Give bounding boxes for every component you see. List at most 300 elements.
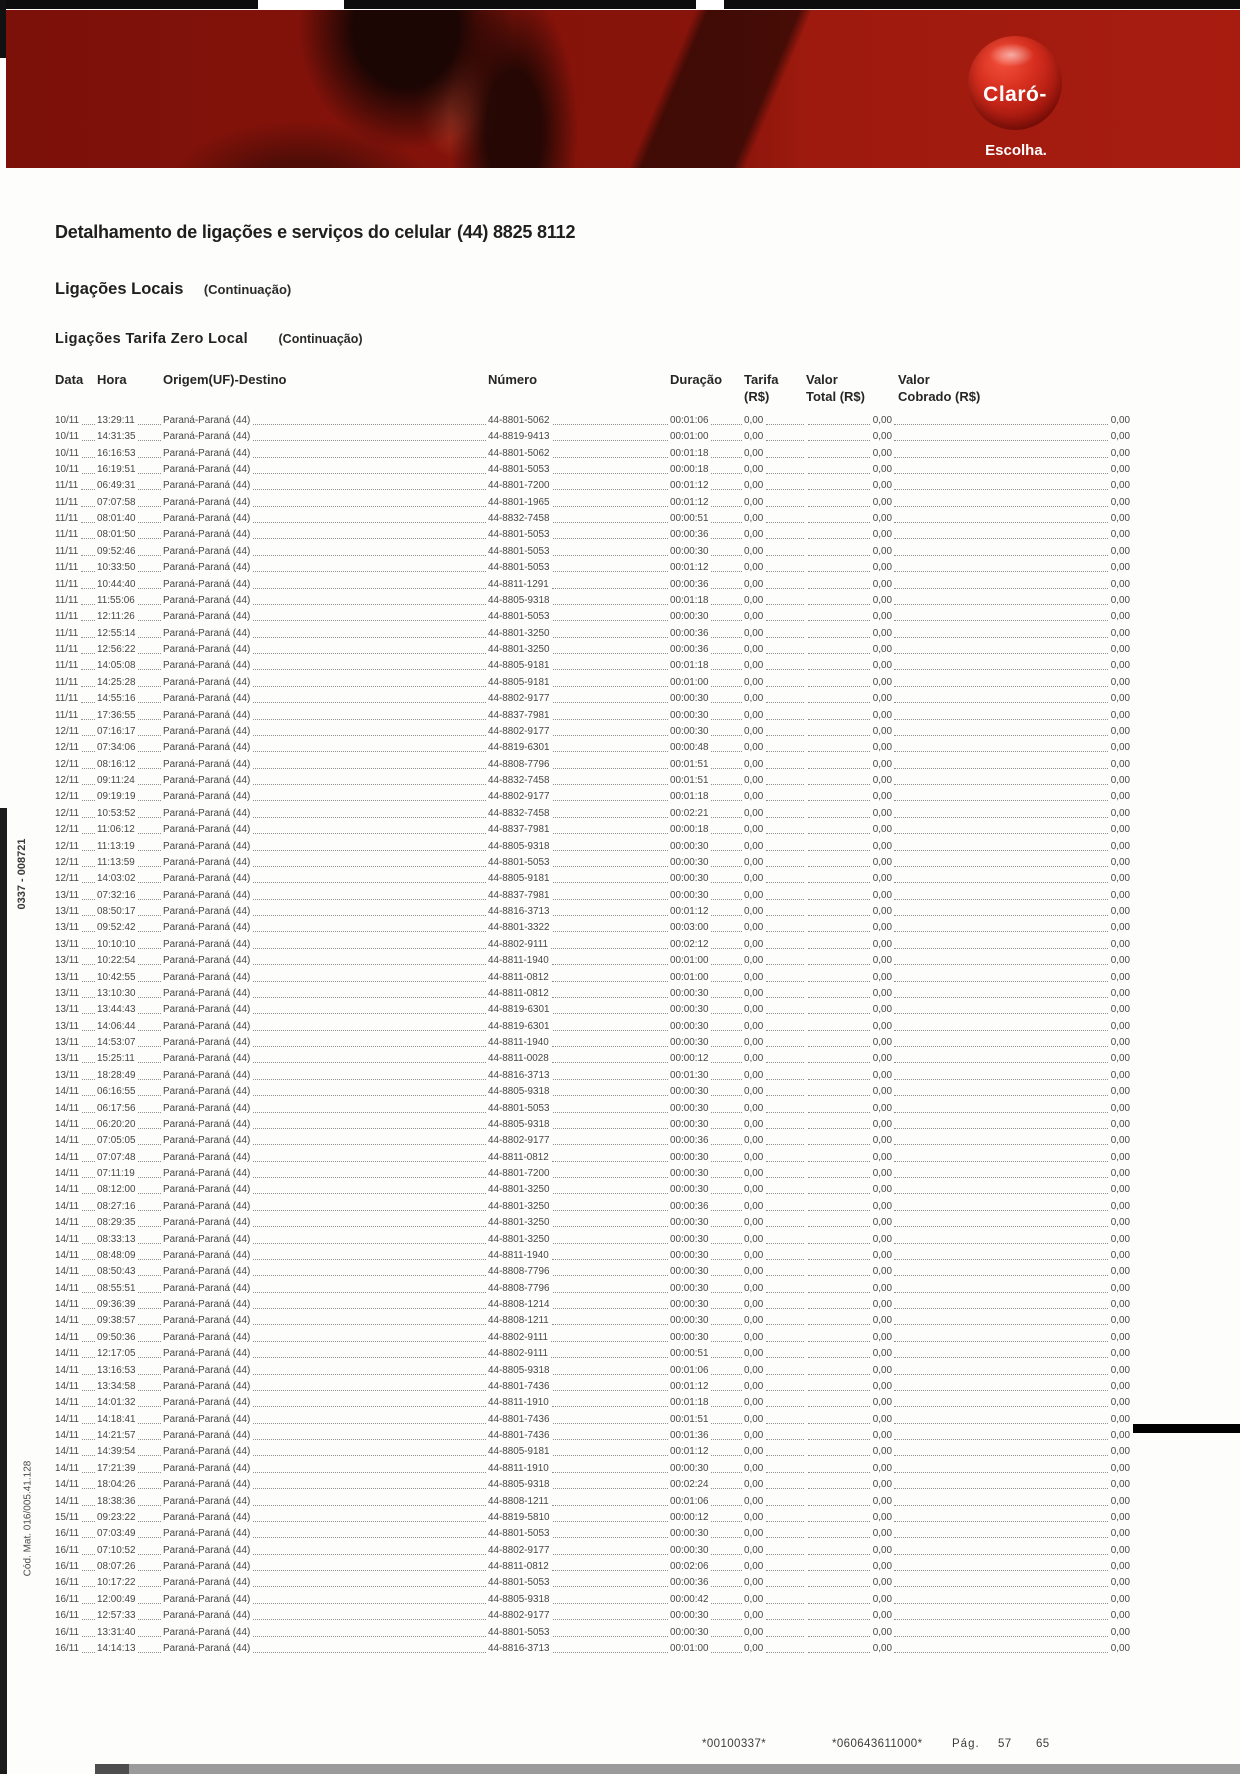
cell-tarifa: 0,00 (744, 1476, 806, 1492)
table-row (55, 1165, 1130, 1181)
cell-hora: 16:19:51 (97, 461, 163, 477)
cell-tarifa: 0,00 (744, 887, 806, 903)
cell-valor-cobrado: 0,00 (892, 870, 1130, 886)
cell-valor-cobrado: 0,00 (892, 1034, 1130, 1050)
cell-valor-total: 0,00 (806, 920, 892, 936)
cell-origem: Paraná-Paraná (44) (163, 1263, 488, 1279)
cell-duracao: 00:01:00 (670, 674, 744, 690)
cell-duracao: 00:01:51 (670, 756, 744, 772)
cell-origem: Paraná-Paraná (44) (163, 1182, 488, 1198)
cell-valor-cobrado: 0,00 (892, 690, 1130, 706)
cell-data: 13/11 (55, 920, 97, 936)
cell-valor-total: 0,00 (806, 789, 892, 805)
cell-valor-cobrado: 0,00 (892, 1083, 1130, 1099)
cell-numero: 44-8816-3713 (488, 1067, 670, 1083)
cell-valor-cobrado: 0,00 (892, 1640, 1130, 1656)
cell-origem: Paraná-Paraná (44) (163, 1427, 488, 1443)
cell-valor-cobrado: 0,00 (892, 1165, 1130, 1181)
table-row (55, 805, 1130, 821)
cell-valor-cobrado: 0,00 (892, 625, 1130, 641)
cell-valor-total: 0,00 (806, 1132, 892, 1148)
cell-tarifa: 0,00 (744, 1607, 806, 1623)
cell-origem: Paraná-Paraná (44) (163, 1051, 488, 1067)
cell-numero: 44-8805-9181 (488, 658, 670, 674)
scan-left-edge (0, 808, 7, 1774)
footer-code-left: *00100337* (702, 1738, 767, 1750)
cell-data: 16/11 (55, 1591, 97, 1607)
cell-valor-cobrado: 0,00 (892, 1444, 1130, 1460)
cell-tarifa: 0,00 (744, 1034, 806, 1050)
cell-numero: 44-8819-9413 (488, 428, 670, 444)
scan-bottom-edge (95, 1764, 1240, 1774)
calls-table (55, 372, 1130, 1656)
cell-valor-total: 0,00 (806, 1116, 892, 1132)
cell-data: 13/11 (55, 903, 97, 919)
cell-duracao: 00:00:30 (670, 690, 744, 706)
cell-origem: Paraná-Paraná (44) (163, 1214, 488, 1230)
cell-tarifa: 0,00 (744, 1509, 806, 1525)
footer-page-total: 65 (1036, 1738, 1050, 1750)
cell-numero: 44-8802-9111 (488, 936, 670, 952)
cell-hora: 09:19:19 (97, 789, 163, 805)
cell-valor-cobrado: 0,00 (892, 969, 1130, 985)
cell-numero: 44-8801-5053 (488, 527, 670, 543)
cell-duracao: 00:00:30 (670, 1280, 744, 1296)
cell-tarifa: 0,00 (744, 690, 806, 706)
table-row (55, 1116, 1130, 1132)
cell-tarifa: 0,00 (744, 543, 806, 559)
cell-origem: Paraná-Paraná (44) (163, 1034, 488, 1050)
cell-numero: 44-8801-5053 (488, 1525, 670, 1541)
cell-numero: 44-8811-1910 (488, 1460, 670, 1476)
cell-data: 13/11 (55, 1051, 97, 1067)
table-row (55, 903, 1130, 919)
cell-valor-total: 0,00 (806, 1476, 892, 1492)
cell-valor-cobrado: 0,00 (892, 1313, 1130, 1329)
cell-tarifa: 0,00 (744, 1280, 806, 1296)
cell-valor-total: 0,00 (806, 854, 892, 870)
cell-duracao: 00:00:30 (670, 1018, 744, 1034)
cell-duracao: 00:00:36 (670, 1575, 744, 1591)
cell-origem: Paraná-Paraná (44) (163, 1558, 488, 1574)
cell-hora: 13:29:11 (97, 412, 163, 428)
cell-valor-total: 0,00 (806, 1165, 892, 1181)
col-header-valor-total: Valor Total (R$) (806, 372, 865, 404)
cell-hora: 11:06:12 (97, 821, 163, 837)
cell-numero: 44-8811-0812 (488, 1149, 670, 1165)
cell-origem: Paraná-Paraná (44) (163, 1493, 488, 1509)
cell-numero: 44-8808-1214 (488, 1296, 670, 1312)
cell-tarifa: 0,00 (744, 854, 806, 870)
cell-tarifa: 0,00 (744, 641, 806, 657)
cell-duracao: 00:00:30 (670, 985, 744, 1001)
cell-duracao: 00:00:30 (670, 1083, 744, 1099)
cell-hora: 06:49:31 (97, 477, 163, 493)
cell-tarifa: 0,00 (744, 1329, 806, 1345)
cell-duracao: 00:00:30 (670, 1460, 744, 1476)
cell-origem: Paraná-Paraná (44) (163, 658, 488, 674)
cell-numero: 44-8808-1211 (488, 1313, 670, 1329)
cell-hora: 14:06:44 (97, 1018, 163, 1034)
cell-hora: 14:53:07 (97, 1034, 163, 1050)
cell-numero: 44-8801-3250 (488, 1214, 670, 1230)
cell-hora: 13:31:40 (97, 1624, 163, 1640)
section-title: Ligações Locais (55, 280, 184, 298)
cell-valor-total: 0,00 (806, 658, 892, 674)
cell-hora: 12:55:14 (97, 625, 163, 641)
cell-hora: 09:38:57 (97, 1313, 163, 1329)
cell-valor-total: 0,00 (806, 608, 892, 624)
cell-valor-cobrado: 0,00 (892, 576, 1130, 592)
cell-valor-cobrado: 0,00 (892, 658, 1130, 674)
table-row (55, 1640, 1130, 1656)
cell-hora: 11:13:59 (97, 854, 163, 870)
cell-hora: 14:14:13 (97, 1640, 163, 1656)
cell-valor-total: 0,00 (806, 1198, 892, 1214)
cell-numero: 44-8801-3322 (488, 920, 670, 936)
cell-hora: 06:17:56 (97, 1100, 163, 1116)
cell-hora: 09:11:24 (97, 772, 163, 788)
cell-valor-total: 0,00 (806, 1051, 892, 1067)
cell-data: 11/11 (55, 625, 97, 641)
cell-tarifa: 0,00 (744, 576, 806, 592)
cell-numero: 44-8805-9318 (488, 1362, 670, 1378)
cell-tarifa: 0,00 (744, 838, 806, 854)
table-row (55, 658, 1130, 674)
cell-origem: Paraná-Paraná (44) (163, 936, 488, 952)
cell-data: 11/11 (55, 658, 97, 674)
cell-valor-total: 0,00 (806, 952, 892, 968)
cell-numero: 44-8811-1940 (488, 1034, 670, 1050)
table-row (55, 821, 1130, 837)
cell-valor-total: 0,00 (806, 1280, 892, 1296)
cell-hora: 10:33:50 (97, 559, 163, 575)
cell-duracao: 00:00:30 (670, 887, 744, 903)
table-row (55, 494, 1130, 510)
table-row (55, 920, 1130, 936)
cell-tarifa: 0,00 (744, 1182, 806, 1198)
cell-tarifa: 0,00 (744, 1444, 806, 1460)
cell-data: 11/11 (55, 494, 97, 510)
cell-data: 11/11 (55, 576, 97, 592)
cell-numero: 44-8801-3250 (488, 641, 670, 657)
cell-valor-total: 0,00 (806, 1640, 892, 1656)
cell-data: 11/11 (55, 510, 97, 526)
cell-numero: 44-8801-5053 (488, 543, 670, 559)
cell-tarifa: 0,00 (744, 1624, 806, 1640)
cell-tarifa: 0,00 (744, 1149, 806, 1165)
cell-valor-total: 0,00 (806, 821, 892, 837)
cell-origem: Paraná-Paraná (44) (163, 870, 488, 886)
cell-valor-cobrado: 0,00 (892, 1018, 1130, 1034)
cell-valor-cobrado: 0,00 (892, 1296, 1130, 1312)
cell-hora: 13:10:30 (97, 985, 163, 1001)
cell-numero: 44-8832-7458 (488, 805, 670, 821)
cell-data: 16/11 (55, 1525, 97, 1541)
cell-tarifa: 0,00 (744, 461, 806, 477)
cell-valor-total: 0,00 (806, 461, 892, 477)
cell-origem: Paraná-Paraná (44) (163, 1329, 488, 1345)
cell-duracao: 00:00:30 (670, 1525, 744, 1541)
cell-hora: 08:12:00 (97, 1182, 163, 1198)
cell-valor-total: 0,00 (806, 1083, 892, 1099)
cell-duracao: 00:00:51 (670, 510, 744, 526)
table-row (55, 1575, 1130, 1591)
cell-numero: 44-8801-7200 (488, 477, 670, 493)
section-ligacoes-locais (55, 280, 291, 299)
cell-numero: 44-8801-7436 (488, 1411, 670, 1427)
cell-duracao: 00:00:30 (670, 543, 744, 559)
cell-valor-cobrado: 0,00 (892, 1525, 1130, 1541)
cell-tarifa: 0,00 (744, 1313, 806, 1329)
cell-numero: 44-8805-9181 (488, 1444, 670, 1460)
table-row (55, 1329, 1130, 1345)
cell-valor-total: 0,00 (806, 641, 892, 657)
cell-duracao: 00:00:42 (670, 1591, 744, 1607)
cell-valor-cobrado: 0,00 (892, 739, 1130, 755)
cell-tarifa: 0,00 (744, 1591, 806, 1607)
cell-valor-total: 0,00 (806, 1607, 892, 1623)
cell-numero: 44-8808-7796 (488, 1263, 670, 1279)
cell-hora: 08:50:43 (97, 1263, 163, 1279)
cell-valor-total: 0,00 (806, 1427, 892, 1443)
cell-numero: 44-8832-7458 (488, 772, 670, 788)
cell-origem: Paraná-Paraná (44) (163, 1411, 488, 1427)
cell-data: 14/11 (55, 1427, 97, 1443)
cell-origem: Paraná-Paraná (44) (163, 1231, 488, 1247)
cell-data: 14/11 (55, 1460, 97, 1476)
phone-number: (44) 8825 8112 (456, 222, 576, 242)
table-row (55, 412, 1130, 428)
cell-tarifa: 0,00 (744, 1296, 806, 1312)
cell-duracao: 00:00:18 (670, 821, 744, 837)
cell-valor-cobrado: 0,00 (892, 789, 1130, 805)
cell-duracao: 00:00:30 (670, 723, 744, 739)
cell-valor-cobrado: 0,00 (892, 920, 1130, 936)
table-row (55, 969, 1130, 985)
scan-right-mark (1133, 1424, 1240, 1433)
cell-numero: 44-8819-6301 (488, 1001, 670, 1017)
cell-duracao: 00:00:30 (670, 1116, 744, 1132)
cell-tarifa: 0,00 (744, 1116, 806, 1132)
cell-data: 11/11 (55, 641, 97, 657)
cell-hora: 12:17:05 (97, 1345, 163, 1361)
cell-origem: Paraná-Paraná (44) (163, 1624, 488, 1640)
cell-hora: 10:17:22 (97, 1575, 163, 1591)
cell-hora: 17:36:55 (97, 707, 163, 723)
cell-duracao: 00:02:24 (670, 1476, 744, 1492)
table-row (55, 772, 1130, 788)
cell-origem: Paraná-Paraná (44) (163, 559, 488, 575)
cell-valor-total: 0,00 (806, 1182, 892, 1198)
cell-origem: Paraná-Paraná (44) (163, 854, 488, 870)
cell-valor-total: 0,00 (806, 1263, 892, 1279)
cell-valor-cobrado: 0,00 (892, 1493, 1130, 1509)
table-row (55, 1034, 1130, 1050)
cell-numero: 44-8801-5053 (488, 559, 670, 575)
cell-hora: 07:07:58 (97, 494, 163, 510)
cell-duracao: 00:01:00 (670, 952, 744, 968)
cell-valor-total: 0,00 (806, 1231, 892, 1247)
cell-origem: Paraná-Paraná (44) (163, 1001, 488, 1017)
cell-valor-total: 0,00 (806, 739, 892, 755)
cell-duracao: 00:01:00 (670, 1640, 744, 1656)
cell-origem: Paraná-Paraná (44) (163, 821, 488, 837)
cell-data: 12/11 (55, 772, 97, 788)
cell-duracao: 00:01:06 (670, 1362, 744, 1378)
cell-hora: 08:48:09 (97, 1247, 163, 1263)
cell-origem: Paraná-Paraná (44) (163, 674, 488, 690)
cell-origem: Paraná-Paraná (44) (163, 1149, 488, 1165)
cell-valor-total: 0,00 (806, 559, 892, 575)
cell-data: 14/11 (55, 1378, 97, 1394)
cell-tarifa: 0,00 (744, 756, 806, 772)
cell-valor-cobrado: 0,00 (892, 543, 1130, 559)
section-continuation-note: (Continuação) (203, 282, 292, 297)
cell-valor-cobrado: 0,00 (892, 985, 1130, 1001)
cell-hora: 12:00:49 (97, 1591, 163, 1607)
cell-valor-total: 0,00 (806, 805, 892, 821)
cell-data: 14/11 (55, 1296, 97, 1312)
cell-valor-cobrado: 0,00 (892, 1411, 1130, 1427)
cell-valor-total: 0,00 (806, 510, 892, 526)
cell-origem: Paraná-Paraná (44) (163, 1591, 488, 1607)
cell-valor-total: 0,00 (806, 1411, 892, 1427)
cell-tarifa: 0,00 (744, 1345, 806, 1361)
table-row (55, 723, 1130, 739)
cell-valor-cobrado: 0,00 (892, 428, 1130, 444)
cell-tarifa: 0,00 (744, 772, 806, 788)
cell-valor-total: 0,00 (806, 756, 892, 772)
cell-origem: Paraná-Paraná (44) (163, 1247, 488, 1263)
cell-duracao: 00:00:30 (670, 608, 744, 624)
cell-duracao: 00:02:06 (670, 1558, 744, 1574)
cell-valor-cobrado: 0,00 (892, 510, 1130, 526)
cell-valor-total: 0,00 (806, 1313, 892, 1329)
cell-numero: 44-8802-9177 (488, 723, 670, 739)
table-row (55, 1362, 1130, 1378)
cell-origem: Paraná-Paraná (44) (163, 952, 488, 968)
cell-origem: Paraná-Paraná (44) (163, 608, 488, 624)
cell-numero: 44-8801-5062 (488, 445, 670, 461)
cell-duracao: 00:03:00 (670, 920, 744, 936)
footer-page-label: Pág. (952, 1738, 980, 1750)
cell-valor-cobrado: 0,00 (892, 1509, 1130, 1525)
cell-valor-cobrado: 0,00 (892, 1624, 1130, 1640)
cell-origem: Paraná-Paraná (44) (163, 1509, 488, 1525)
cell-numero: 44-8805-9318 (488, 592, 670, 608)
cell-valor-cobrado: 0,00 (892, 674, 1130, 690)
cell-tarifa: 0,00 (744, 477, 806, 493)
side-code-top: 0337 - 008721 (16, 838, 28, 910)
footer-code-right: *060643611000* (832, 1738, 923, 1750)
cell-valor-total: 0,00 (806, 1575, 892, 1591)
table-row (55, 1460, 1130, 1476)
cell-valor-cobrado: 0,00 (892, 1231, 1130, 1247)
cell-numero: 44-8801-5053 (488, 1624, 670, 1640)
cell-hora: 14:18:41 (97, 1411, 163, 1427)
table-row (55, 1607, 1130, 1623)
cell-valor-total: 0,00 (806, 1394, 892, 1410)
cell-valor-total: 0,00 (806, 1509, 892, 1525)
cell-valor-total: 0,00 (806, 674, 892, 690)
cell-duracao: 00:01:12 (670, 1378, 744, 1394)
cell-duracao: 00:00:30 (670, 1329, 744, 1345)
cell-valor-total: 0,00 (806, 1034, 892, 1050)
cell-data: 14/11 (55, 1149, 97, 1165)
table-row (55, 1018, 1130, 1034)
cell-duracao: 00:01:12 (670, 477, 744, 493)
cell-data: 14/11 (55, 1165, 97, 1181)
cell-origem: Paraná-Paraná (44) (163, 1444, 488, 1460)
cell-numero: 44-8801-3250 (488, 1198, 670, 1214)
cell-origem: Paraná-Paraná (44) (163, 1313, 488, 1329)
cell-tarifa: 0,00 (744, 510, 806, 526)
cell-hora: 12:57:33 (97, 1607, 163, 1623)
cell-valor-total: 0,00 (806, 1362, 892, 1378)
table-row (55, 543, 1130, 559)
cell-tarifa: 0,00 (744, 985, 806, 1001)
cell-data: 11/11 (55, 608, 97, 624)
cell-data: 13/11 (55, 1034, 97, 1050)
cell-valor-total: 0,00 (806, 1067, 892, 1083)
cell-valor-cobrado: 0,00 (892, 527, 1130, 543)
cell-valor-cobrado: 0,00 (892, 1575, 1130, 1591)
cell-valor-total: 0,00 (806, 1001, 892, 1017)
cell-tarifa: 0,00 (744, 428, 806, 444)
cell-numero: 44-8805-9318 (488, 1116, 670, 1132)
cell-valor-cobrado: 0,00 (892, 608, 1130, 624)
cell-numero: 44-8802-9177 (488, 1607, 670, 1623)
cell-valor-cobrado: 0,00 (892, 772, 1130, 788)
table-row (55, 756, 1130, 772)
cell-duracao: 00:00:30 (670, 1247, 744, 1263)
cell-origem: Paraná-Paraná (44) (163, 707, 488, 723)
cell-data: 11/11 (55, 559, 97, 575)
cell-numero: 44-8801-7436 (488, 1378, 670, 1394)
cell-tarifa: 0,00 (744, 789, 806, 805)
table-row (55, 887, 1130, 903)
banner-tagline: Escolha. (985, 142, 1047, 159)
cell-duracao: 00:00:36 (670, 576, 744, 592)
table-row (55, 592, 1130, 608)
table-row (55, 838, 1130, 854)
cell-duracao: 00:01:18 (670, 592, 744, 608)
cell-data: 10/11 (55, 428, 97, 444)
cell-valor-total: 0,00 (806, 1542, 892, 1558)
cell-duracao: 00:01:30 (670, 1067, 744, 1083)
cell-valor-total: 0,00 (806, 1460, 892, 1476)
cell-origem: Paraná-Paraná (44) (163, 723, 488, 739)
cell-origem: Paraná-Paraná (44) (163, 690, 488, 706)
cell-data: 11/11 (55, 707, 97, 723)
cell-origem: Paraná-Paraná (44) (163, 527, 488, 543)
table-row (55, 1411, 1130, 1427)
cell-valor-cobrado: 0,00 (892, 641, 1130, 657)
cell-valor-cobrado: 0,00 (892, 494, 1130, 510)
cell-tarifa: 0,00 (744, 412, 806, 428)
cell-duracao: 00:00:30 (670, 1542, 744, 1558)
cell-duracao: 00:00:30 (670, 1231, 744, 1247)
table-row (55, 641, 1130, 657)
cell-origem: Paraná-Paraná (44) (163, 903, 488, 919)
subsection-title: Ligações Tarifa Zero Local (55, 331, 249, 347)
cell-duracao: 00:01:06 (670, 412, 744, 428)
table-row (55, 1083, 1130, 1099)
table-row (55, 674, 1130, 690)
cell-valor-total: 0,00 (806, 477, 892, 493)
cell-data: 11/11 (55, 543, 97, 559)
